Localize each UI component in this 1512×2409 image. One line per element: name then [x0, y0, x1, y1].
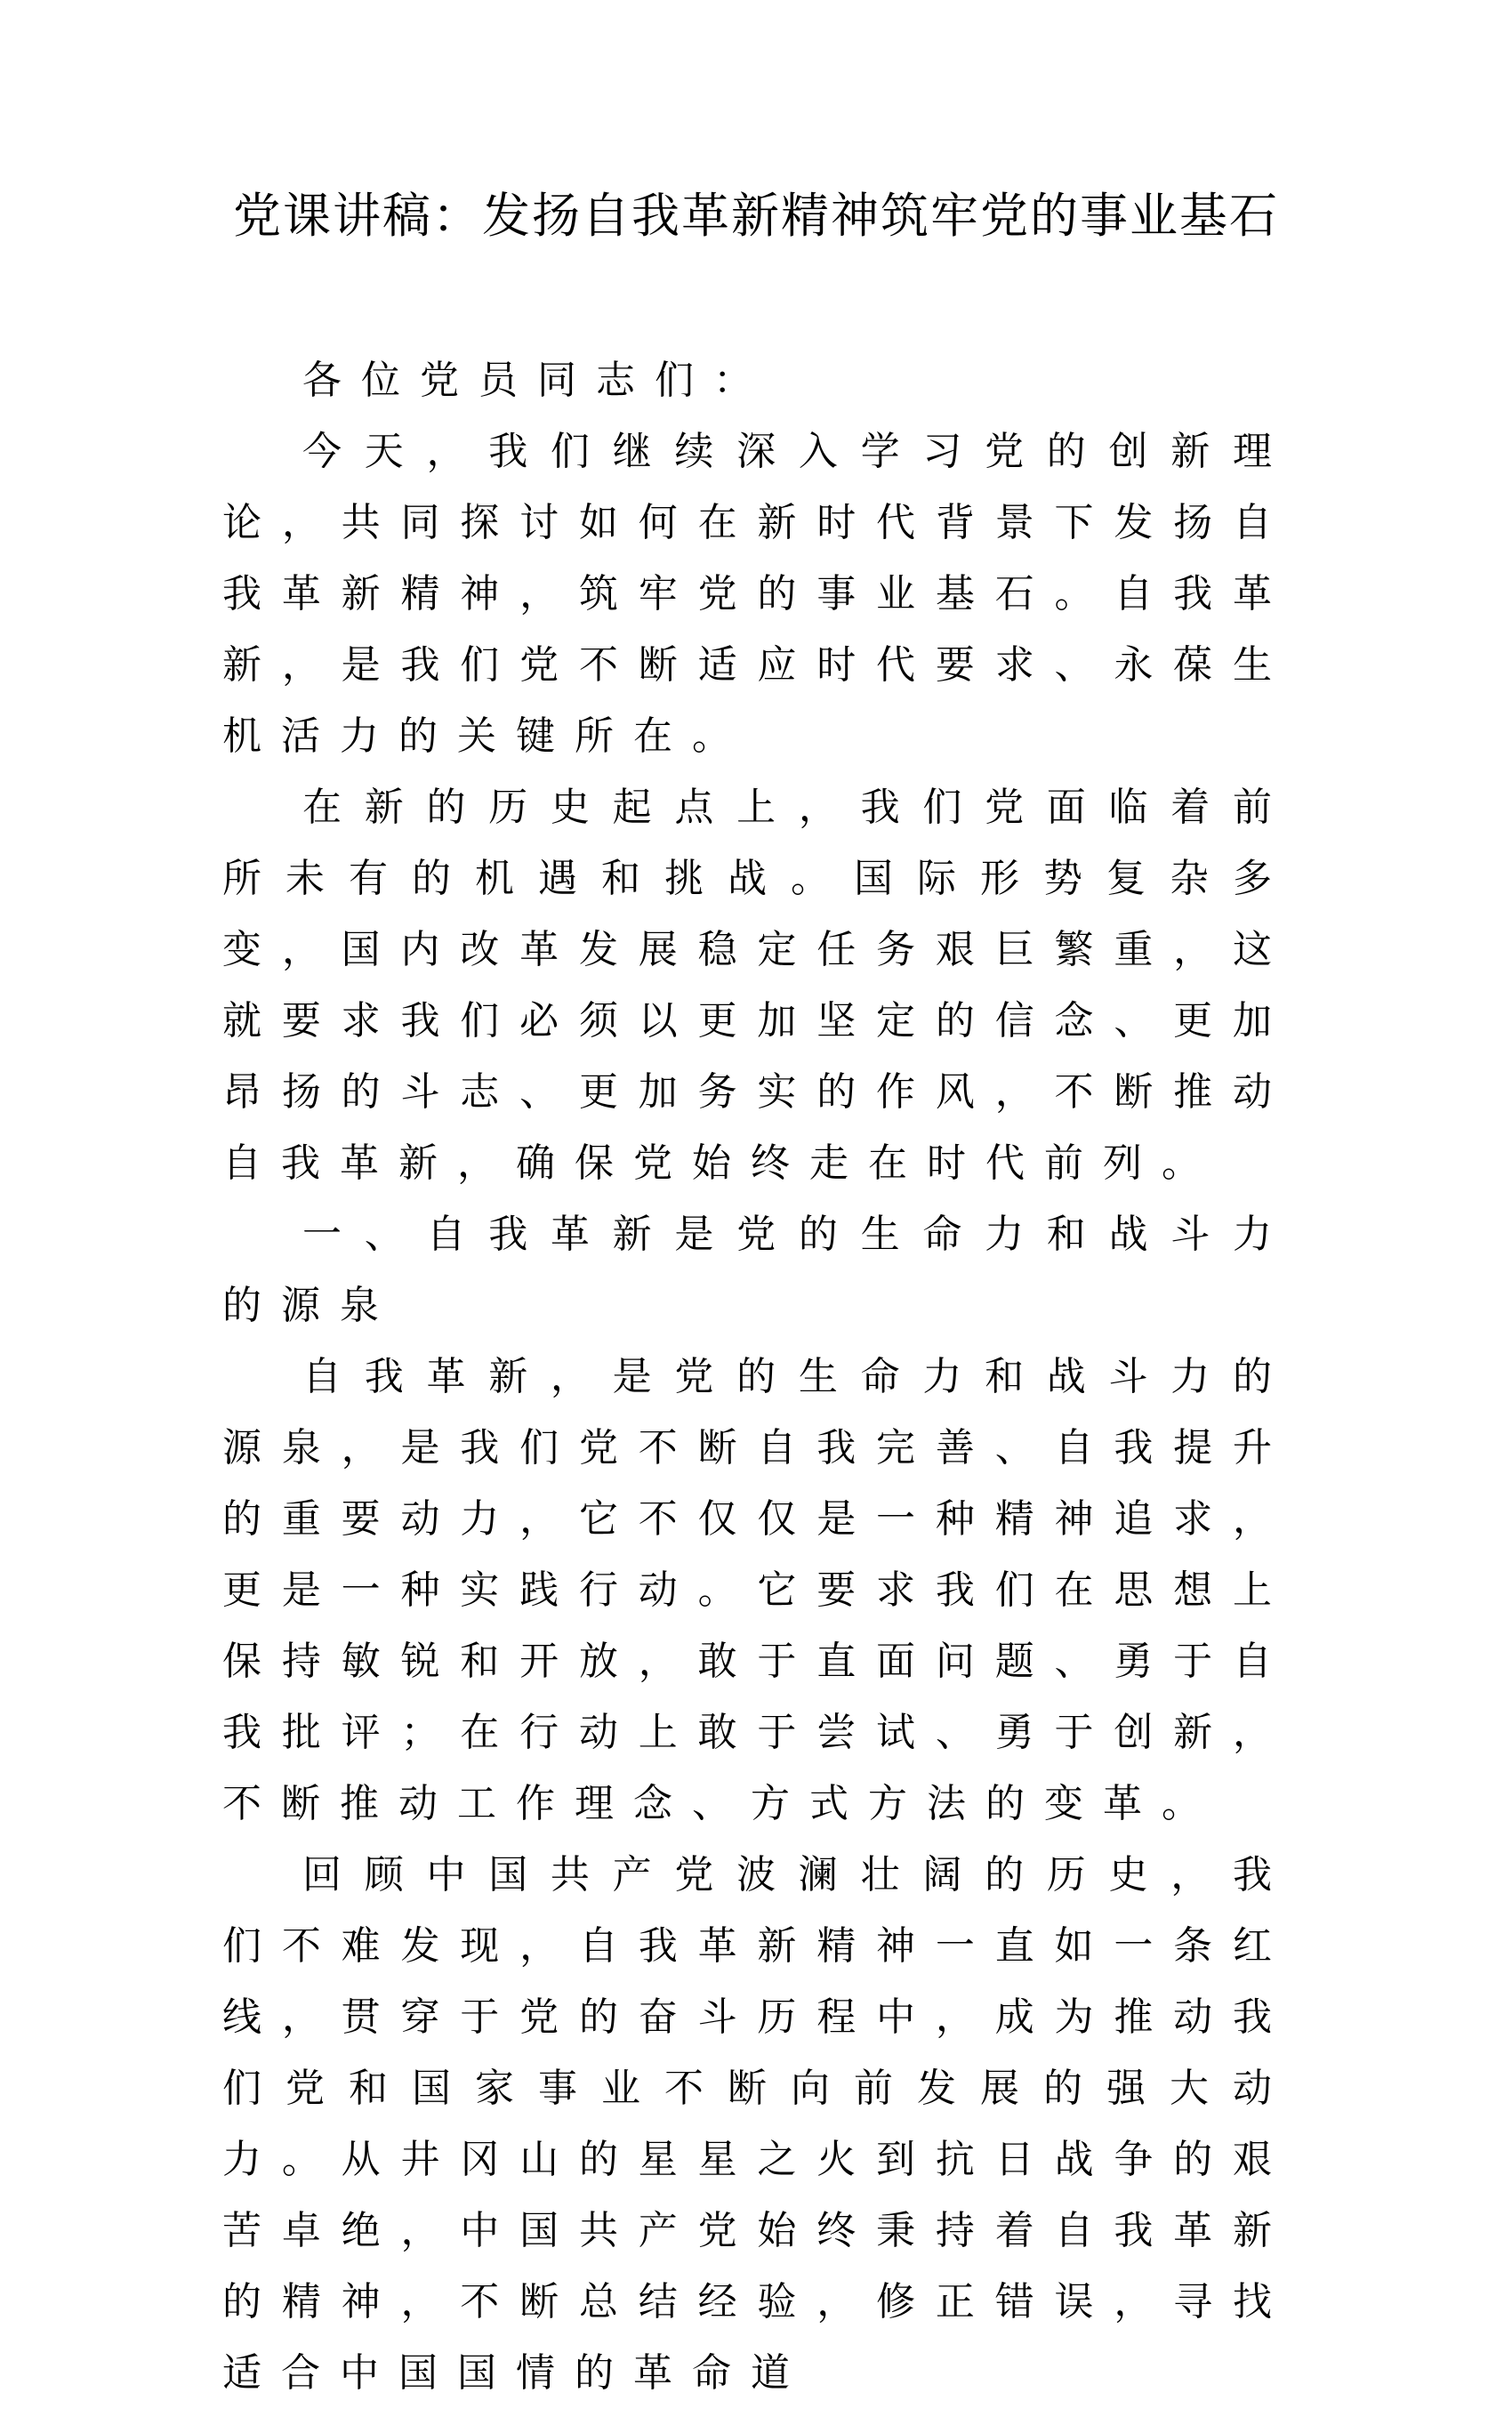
paragraph-challenges: 在新的历史起点上，我们党面临着前所未有的机遇和挑战。国际形势复杂多变，国内改革发展稳定任务艰巨繁重，这就要求我们必须以更加坚定的信念、更加昂扬的斗志、更加务实的作风，不断推动自我革新，确保党始终走在时代前列。	[222, 785, 1291, 1186]
paragraph-source: 自我革新，是党的生命力和战斗力的源泉，是我们党不断自我完善、自我提升的重要动力，它不仅仅是一种精神追求，更是一种实践行动。它要求我们在思想上保持敏锐和开放，敢于直面问题、勇于自我批评；在行动上敢于尝试、勇于创新，不断推动工作理念、方式方法的变革。	[222, 1354, 1291, 1826]
document-title: 党课讲稿：发扬自我革新精神筑牢党的事业基石	[233, 188, 1279, 244]
document-body	[222, 345, 1291, 2409]
paragraph-history: 回顾中国共产党波澜壮阔的历史，我们不难发现，自我革新精神一直如一条红线，贯穿于党的奋斗历程中，成为推动我们党和国家事业不断向前发展的强大动力。从井冈山的星星之火到抗日战争的艰苦卓绝，中国共产党始终秉持着自我革新的精神，不断总结经验，修正错误，寻找适合中国国情的革命道	[222, 1852, 1291, 2396]
salutation: 各位党员同志们：	[302, 358, 772, 403]
paragraph-intro: 今天，我们继续深入学习党的创新理论，共同探讨如何在新时代背景下发扬自我革新精神，筑牢党的事业基石。自我革新，是我们党不断适应时代要求、永葆生机活力的关键所在。	[222, 429, 1291, 759]
section-heading-1: 一、自我革新是党的生命力和战斗力的源泉	[222, 1212, 1291, 1328]
